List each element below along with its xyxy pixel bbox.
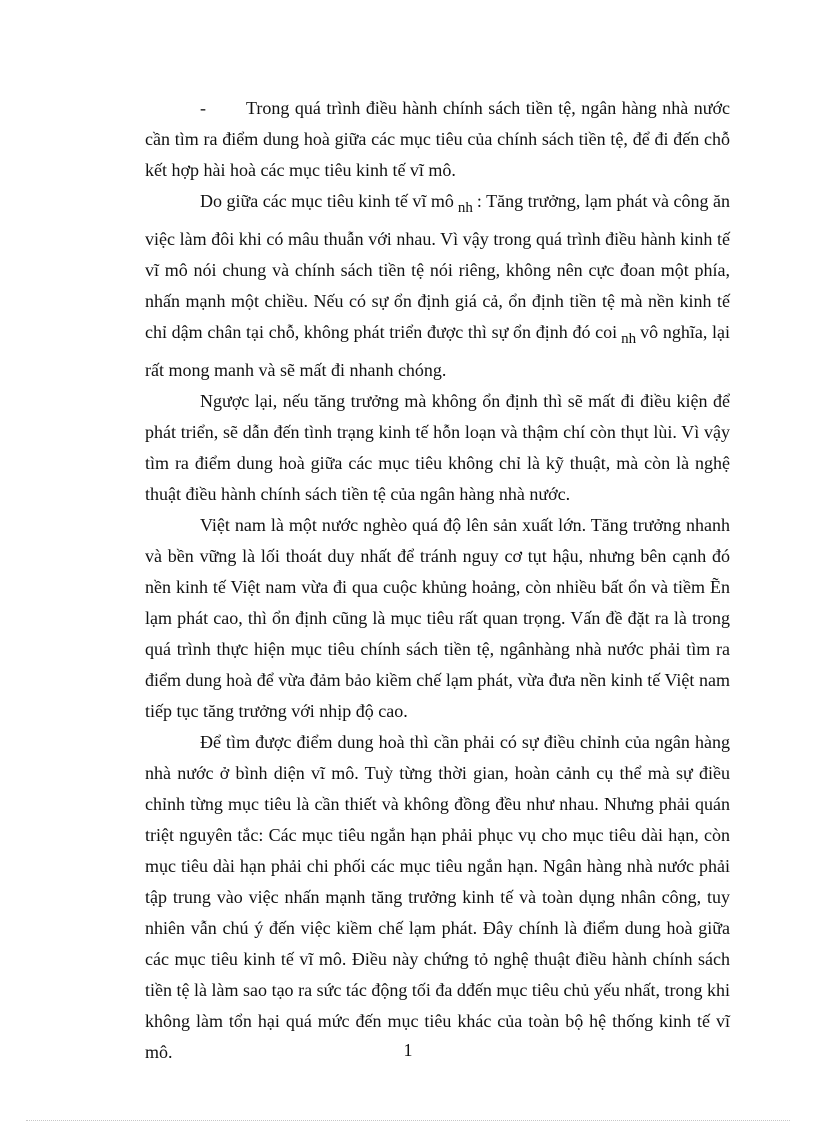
subscript-fragment: nh: [621, 331, 637, 347]
bullet-dash: -: [200, 98, 206, 118]
paragraph-4: [145, 510, 730, 727]
paragraph-1: [145, 93, 730, 186]
paragraph-5: [145, 727, 730, 1068]
subscript-fragment: nh: [457, 200, 473, 216]
page-number: 1: [403, 1040, 413, 1060]
paragraph-1-text: Trong quá trình điều hành chính sách tiền tệ, ngân hàng nhà nước cần tìm ra điểm dung hoà giữa các mục tiêu của chính sách tiền tệ, để đi đến chỗ kết hợp hài hoà các mục tiêu kinh tế vĩ mô.: [145, 98, 730, 180]
paragraph-3: [145, 386, 730, 510]
paragraph-2: [145, 186, 730, 386]
page-bottom-divider: [26, 1120, 790, 1121]
paragraph-2-text-b: : Tăng trưởng, lạm phát và công ăn việc làm đôi khi có mâu thuẫn với nhau. Vì vậy trong quá trình điều hành kinh tế vĩ mô nói chung và chính sách tiền tệ nói riêng, không nên cực đoan một phía, nhấn mạnh một chiều. Nếu có sự ổn định giá cả, ổn định tiền tệ mà nền kinh tế chỉ dậm chân tại chỗ, không phát triển được thì sự ổn định đó coi: [145, 191, 730, 342]
paragraph-2-text-a: Do giữa các mục tiêu kinh tế vĩ mô: [200, 191, 454, 211]
paragraph-5-text: Để tìm được điểm dung hoà thì cần phải có sự điều chỉnh của ngân hàng nhà nước ở bình diện vĩ mô. Tuỳ từng thời gian, hoàn cảnh cụ thể mà sự điều chỉnh từng mục tiêu là cần thiết và không đồng đều như nhau. Nhưng phải quán triệt nguyên tắc: Các mục tiêu ngắn hạn phải phục vụ cho mục tiêu dài hạn, còn mục tiêu dài hạn phải chi phối các mục tiêu ngắn hạn. Ngân hàng nhà nước phải tập trung vào việc nhấn mạnh tăng trưởng kinh tế và toàn dụng nhân công, tuy nhiên vẫn chú ý đến việc kiềm chế lạm phát. Đây chính là điểm dung hoà giữa các mục tiêu kinh tế vĩ mô. Điều này chứng tỏ nghệ thuật điều hành chính sách tiền tệ là làm sao tạo ra sức tác động tối đa dđến mục tiêu chủ yếu nhất, trong khi không làm tổn hại quá mức đến mục tiêu khác của toàn bộ hệ thống kinh tế vĩ mô.: [145, 732, 730, 1062]
document-body: [145, 93, 730, 1068]
paragraph-4-text: Việt nam là một nước nghèo quá độ lên sản xuất lớn. Tăng trưởng nhanh và bền vững là lối thoát duy nhất để tránh nguy cơ tụt hậu, nhưng bên cạnh đó nền kinh tế Việt nam vừa đi qua cuộc khủng hoảng, còn nhiều bất ổn và tiềm Ẽn lạm phát cao, thì ổn định cũng là mục tiêu rất quan trọng. Vấn đề đặt ra là trong quá trình thực hiện mục tiêu chính sách tiền tệ, ngânhàng nhà nước phải tìm ra điểm dung hoà để vừa đảm bảo kiềm chế lạm phát, vừa đưa nền kinh tế Việt nam tiếp tục tăng trưởng với nhịp độ cao.: [145, 515, 730, 721]
paragraph-2-text-c: vô nghĩa, lại rất mong manh và sẽ mất đi nhanh chóng.: [145, 322, 731, 380]
paragraph-3-text: Ngược lại, nếu tăng trưởng mà không ổn định thì sẽ mất đi điều kiện để phát triển, sẽ dẫn đến tình trạng kinh tế hỗn loạn và thậm chí còn thụt lùi. Vì vậy tìm ra điểm dung hoà giữa các mục tiêu không chỉ là kỹ thuật, mà còn là nghệ thuật điều hành chính sách tiền tệ của ngân hàng nhà nước.: [145, 391, 730, 504]
